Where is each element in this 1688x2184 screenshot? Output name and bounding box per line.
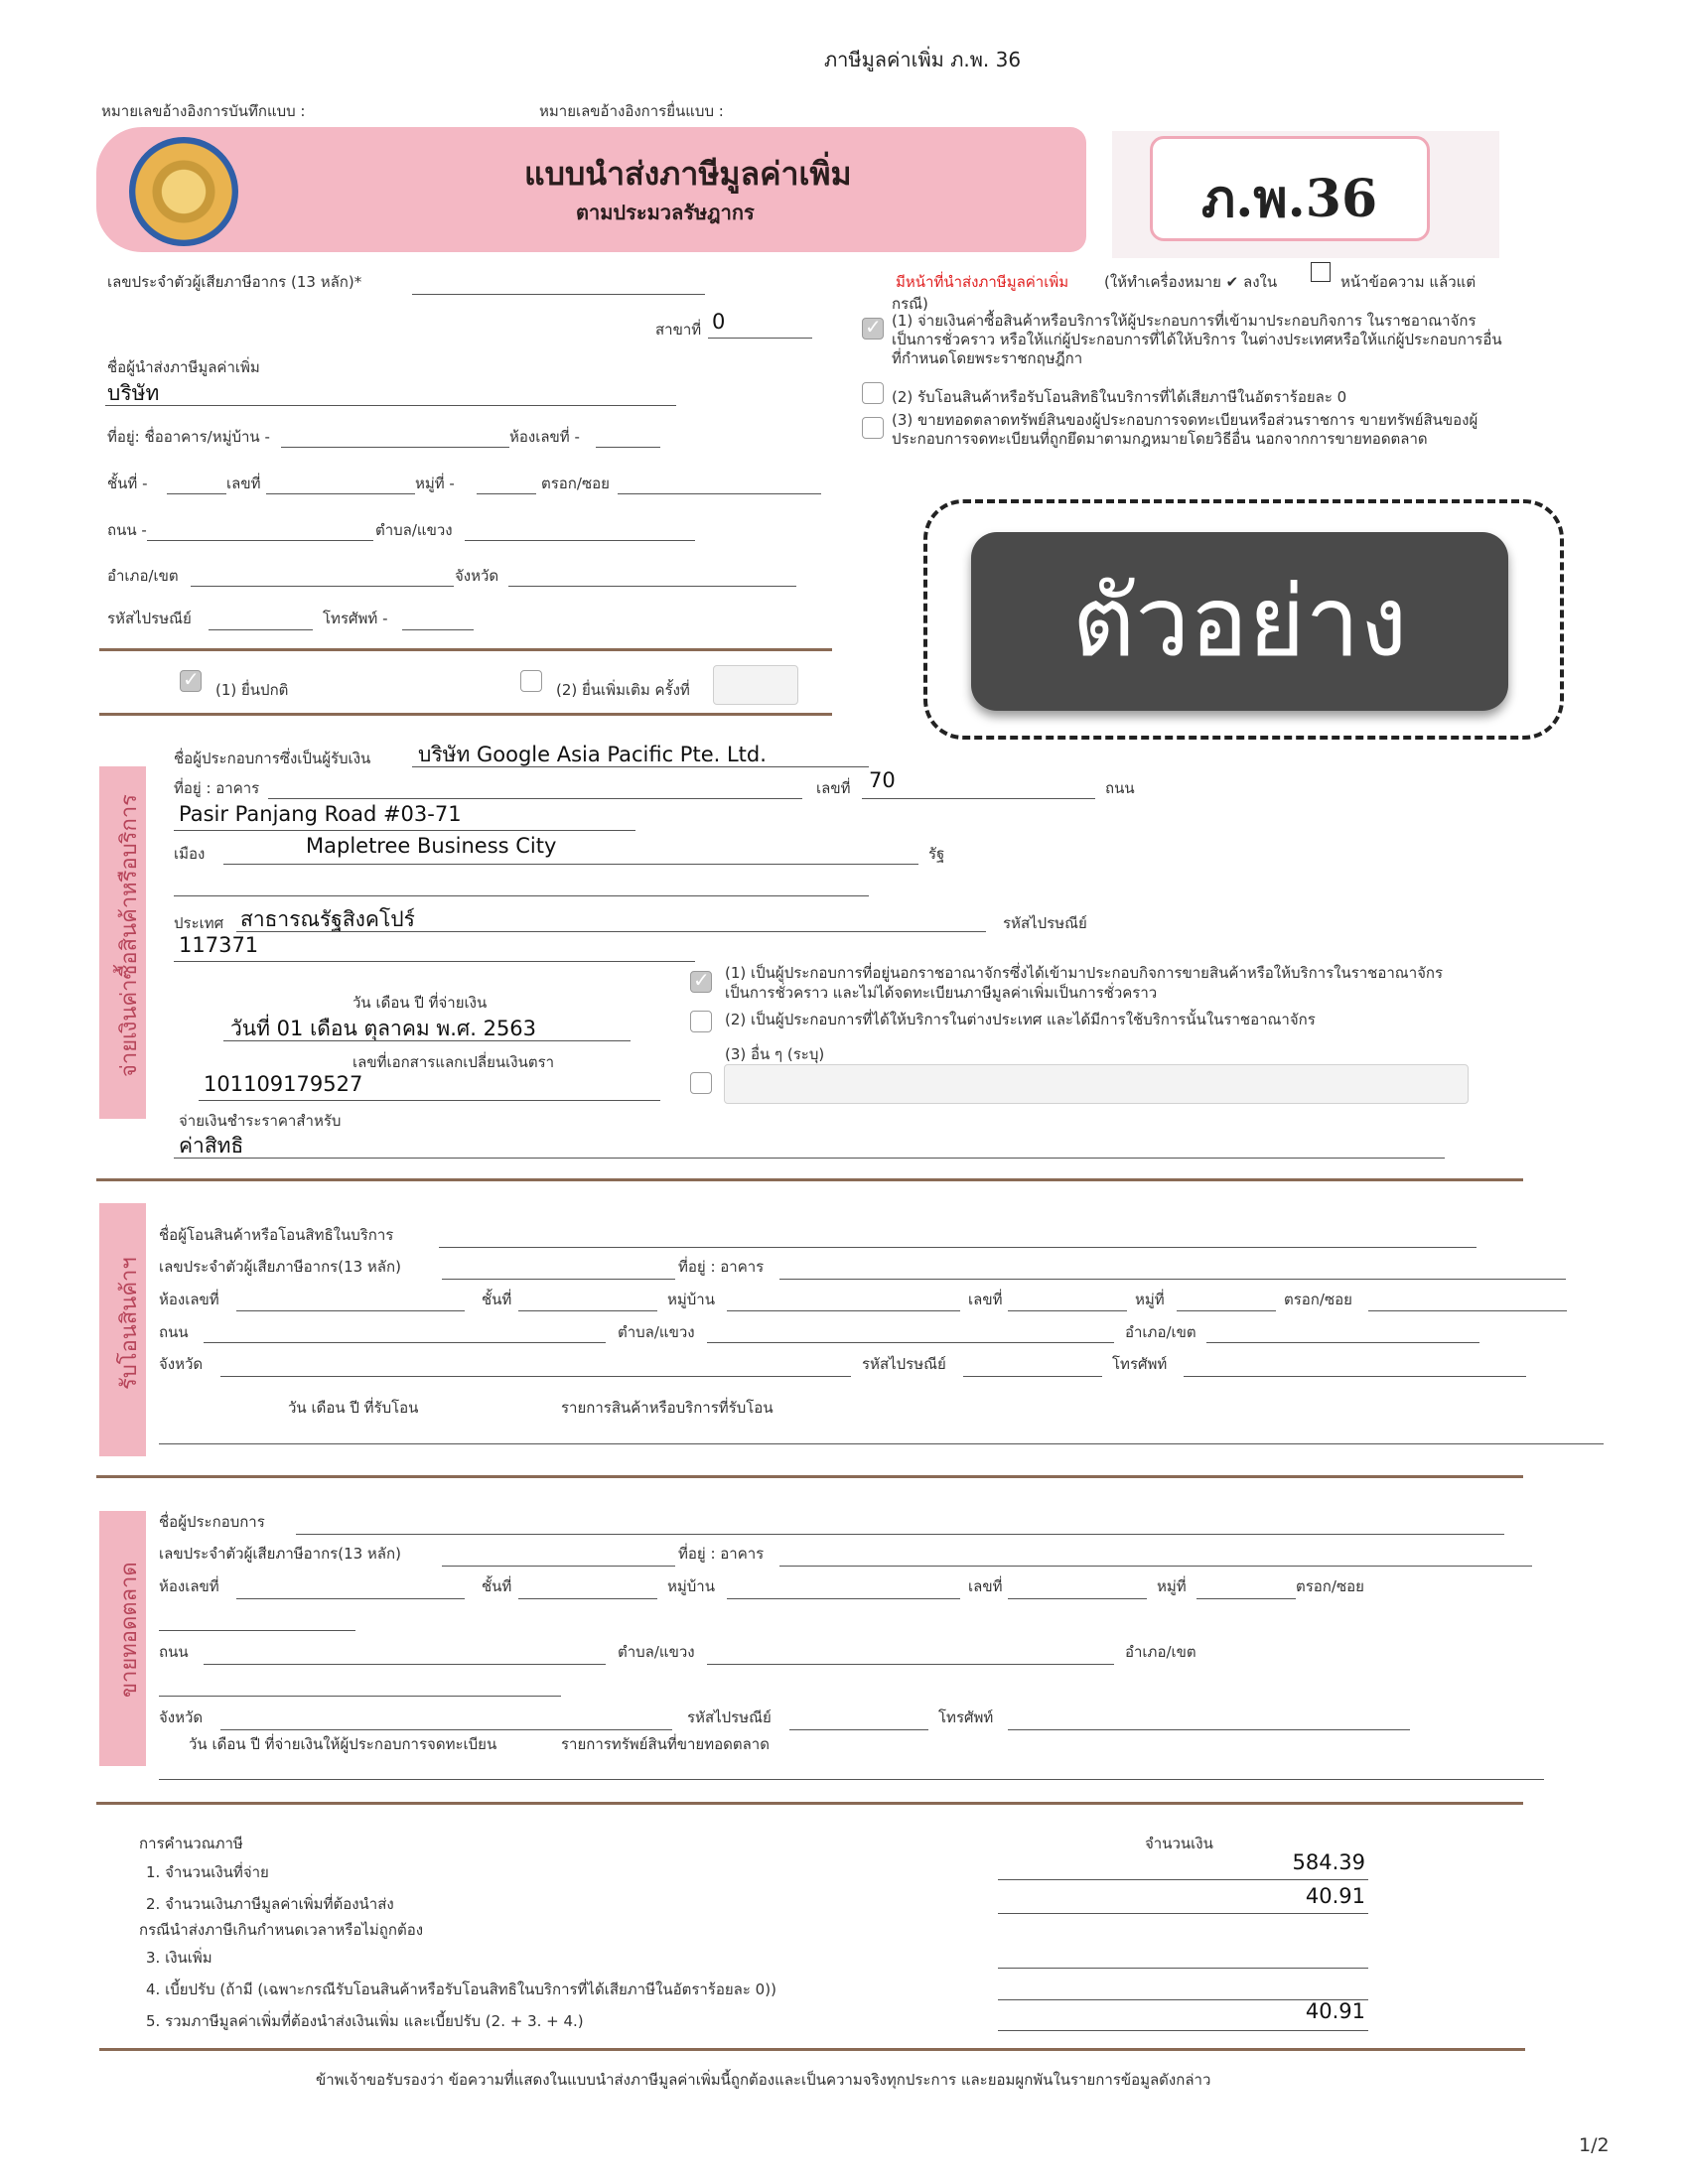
purpose-label: จ่ายเงินชำระราคาสำหรับ	[179, 1112, 342, 1130]
road-label: ถนน -	[107, 521, 147, 539]
payee-label: ชื่อผู้ประกอบการซึ่งเป็นผู้รับเงิน	[174, 750, 371, 767]
moo-field[interactable]	[477, 493, 536, 494]
transfer-room-label: ห้องเลขที่	[159, 1291, 219, 1308]
transfer-name-label: ชื่อผู้โอนสินค้าหรือโอนสิทธิในบริการ	[159, 1226, 394, 1244]
pay-building-field[interactable]	[268, 798, 802, 799]
auction-phone-label: โทรศัพท์	[938, 1708, 994, 1726]
calc-row2-label: 2. จำนวนเงินภาษีมูลค่าเพิ่มที่ต้องนำส่ง	[146, 1895, 394, 1913]
floor-field[interactable]	[167, 493, 226, 494]
transfer-phone-field[interactable]	[1184, 1376, 1526, 1377]
calc-row1-label: 1. จำนวนเงินที่จ่าย	[146, 1863, 269, 1881]
auction-items-label: รายการทรัพย์สินที่ขายทอดตลาด	[561, 1735, 770, 1753]
duty-option1-label: (1) จ่ายเงินค่าซื้อสินค้าหรือบริการให้ผู้ประกอบการที่เข้ามาประกอบกิจการ ในราชอาณาจักรเป็นการชั่วคราว หรือให้แก่ผู้ประกอบการที่ได้ให้บริการ ในต่างประเทศหรือให้แก่ผู้ประกอบการอื่นที่กำหนดโดยพระราชกฤษฎีกา	[892, 312, 1502, 367]
room-field[interactable]	[596, 447, 660, 448]
transfer-province-label: จังหวัด	[159, 1355, 204, 1373]
purpose-field	[174, 1158, 1445, 1159]
auction-date-label: วัน เดือน ปี ที่จ่ายเงินให้ผู้ประกอบการจดทะเบียน	[189, 1735, 497, 1753]
payment-opt2-checkbox[interactable]	[690, 1011, 712, 1032]
duty-option2-label: (2) รับโอนสินค้าหรือรับโอนสิทธิในบริการที่ได้เสียภาษีในอัตราร้อยละ 0	[892, 388, 1347, 406]
calc-row1-value[interactable]: 584.39	[1292, 1850, 1365, 1874]
auction-floor-field[interactable]	[518, 1598, 657, 1599]
pay-city-field	[223, 864, 918, 865]
auction-name-field[interactable]	[296, 1534, 1504, 1535]
duty-instruction-tail: หน้าข้อความ แล้วแต่	[1340, 273, 1477, 291]
auction-soi-label: ตรอก/ซอย	[1296, 1577, 1364, 1595]
pay-date-label: วัน เดือน ปี ที่จ่ายเงิน	[352, 994, 488, 1012]
fx-field	[199, 1100, 660, 1101]
transfer-subdistrict-label: ตำบล/แขวง	[618, 1323, 695, 1341]
pay-number-label: เลขที่	[816, 779, 851, 797]
pay-road-field	[174, 830, 635, 831]
auction-postal-label: รหัสไปรษณีย์	[687, 1708, 772, 1726]
divider	[96, 1475, 1523, 1478]
auction-building-field[interactable]	[779, 1566, 1532, 1567]
pay-road-value[interactable]: Pasir Panjang Road #03-71	[179, 802, 462, 826]
auction-number-field[interactable]	[1008, 1598, 1147, 1599]
payment-opt2-label: (2) เป็นผู้ประกอบการที่ได้ให้บริการในต่างประเทศ และได้มีการใช้บริการนั้นในราชอาณาจักร	[725, 1011, 1316, 1028]
pay-city-value[interactable]: Mapletree Business City	[306, 834, 557, 858]
form-code: ภ.พ.36	[1201, 169, 1378, 229]
purpose-value[interactable]: ค่าสิทธิ	[179, 1134, 244, 1158]
pay-postal-value[interactable]: 117371	[179, 933, 259, 957]
pay-state-field[interactable]	[174, 895, 869, 896]
auction-district-label: อำเภอ/เขต	[1125, 1643, 1196, 1661]
transfer-village-field[interactable]	[727, 1310, 960, 1311]
auction-village-label: หมู่บ้าน	[667, 1577, 715, 1595]
declaration: ข้าพเจ้าขอรับรองว่า ข้อความที่แสดงในแบบนำส่งภาษีมูลค่าเพิ่มนี้ถูกต้องและเป็นความจริงทุกประการ และยอมผูกพันในรายการข้อมูลดังกล่าว	[316, 2071, 1211, 2089]
transfer-room-field[interactable]	[236, 1310, 465, 1311]
normal-filing-checkbox[interactable]	[180, 670, 202, 692]
subdistrict-label: ตำบล/แขวง	[375, 521, 453, 539]
auction-building-label: ที่อยู่ : อาคาร	[678, 1545, 765, 1563]
auction-province-field[interactable]	[220, 1729, 672, 1730]
transfer-moo-field[interactable]	[1177, 1310, 1276, 1311]
pay-country-field	[236, 931, 986, 932]
auction-road-label: ถนน	[159, 1643, 189, 1661]
fx-value[interactable]: 101109179527	[204, 1072, 363, 1096]
transfer-building-field[interactable]	[779, 1279, 1566, 1280]
form-title: แบบนำส่งภาษีมูลค่าเพิ่ม	[524, 155, 852, 193]
transfer-province-field[interactable]	[220, 1376, 851, 1377]
transfer-road-field[interactable]	[204, 1342, 606, 1343]
transfer-items-label: รายการสินค้าหรือบริการที่รับโอน	[561, 1399, 774, 1417]
transfer-name-field[interactable]	[439, 1247, 1477, 1248]
branch-label: สาขาที่	[655, 321, 702, 339]
auction-district-field[interactable]	[159, 1696, 561, 1697]
auction-side-title: ขายทอดตลาด	[117, 1562, 142, 1698]
auction-moo-field[interactable]	[1196, 1598, 1296, 1599]
pay-country-value[interactable]: สาธารณรัฐสิงคโปร์	[240, 907, 415, 931]
divider	[96, 1178, 1523, 1181]
transfer-building-label: ที่อยู่ : อาคาร	[678, 1258, 765, 1276]
auction-village-field[interactable]	[727, 1598, 960, 1599]
subdistrict-field[interactable]	[465, 540, 695, 541]
calc-row2-value[interactable]: 40.91	[1305, 1884, 1365, 1908]
tax-id-field[interactable]	[412, 294, 705, 295]
auction-name-label: ชื่อผู้ประกอบการ	[159, 1513, 265, 1531]
transfer-items-field[interactable]	[159, 1443, 1604, 1444]
duty-instruction: (ให้ทำเครื่องหมาย ✔ ลงใน	[1104, 273, 1278, 291]
page-title: ภาษีมูลค่าเพิ่ม ภ.พ. 36	[824, 48, 1022, 71]
branch-field	[708, 338, 812, 339]
calc-row5-field	[998, 2030, 1368, 2031]
transfer-district-label: อำเภอ/เขต	[1125, 1323, 1196, 1341]
form-subtitle: ตามประมวลรัษฎากร	[576, 201, 755, 224]
divider	[99, 2048, 1525, 2051]
transfer-date-label: วัน เดือน ปี ที่รับโอน	[288, 1399, 419, 1417]
transfer-number-field[interactable]	[1008, 1310, 1127, 1311]
auction-road-field[interactable]	[204, 1664, 606, 1665]
duty-case-word: กรณี)	[892, 295, 928, 313]
calc-amount-header: จำนวนเงิน	[1145, 1835, 1213, 1852]
additional-filing-label: (2) ยื่นเพิ่มเติม ครั้งที่	[556, 681, 690, 699]
page-number: 1/2	[1579, 2134, 1610, 2156]
transfer-postal-label: รหัสไปรษณีย์	[862, 1355, 946, 1373]
watermark-badge	[971, 532, 1508, 711]
duty-option2-checkbox[interactable]	[862, 382, 884, 404]
payment-opt1-label: (1) เป็นผู้ประกอบการที่อยู่นอกราชอาณาจักรซึ่งได้เข้ามาประกอบกิจการขายสินค้าหรือให้บริการในราชอาณาจักรเป็นการชั่วคราว และไม่ได้จดทะเบียนภาษีมูลค่าเพิ่มเป็นการชั่วคราว	[725, 964, 1444, 1002]
pay-city-label: เมือง	[174, 845, 206, 863]
normal-filing-label: (1) ยื่นปกติ	[215, 681, 289, 699]
calc-row5-label: 5. รวมภาษีมูลค่าเพิ่มที่ต้องนำส่งเงินเพิ่ม และเบี้ยปรับ (2. + 3. + 4.)	[146, 2012, 584, 2030]
transfer-soi-label: ตรอก/ซอย	[1284, 1291, 1352, 1308]
fx-label: เลขที่เอกสารแลกเปลี่ยนเงินตรา	[352, 1053, 555, 1071]
auction-province-label: จังหวัด	[159, 1708, 204, 1726]
transfer-district-field[interactable]	[1206, 1342, 1479, 1343]
calc-row5-value[interactable]: 40.91	[1305, 1999, 1365, 2023]
calc-row2-field	[998, 1913, 1368, 1914]
floor-label: ชั้นที่ -	[107, 475, 148, 492]
payment-opt3-checkbox[interactable]	[690, 1072, 712, 1094]
auction-number-label: เลขที่	[968, 1577, 1003, 1595]
payment-opt1-checkbox[interactable]	[690, 971, 712, 993]
revenue-department-seal	[129, 137, 238, 246]
number-field[interactable]	[266, 493, 415, 494]
number-label: เลขที่	[226, 475, 261, 492]
auction-room-field[interactable]	[236, 1598, 465, 1599]
room-label: ห้องเลขที่ -	[509, 428, 580, 446]
auction-floor-label: ชั้นที่	[482, 1577, 512, 1595]
branch-value[interactable]: 0	[712, 310, 726, 334]
pay-date-field	[223, 1040, 631, 1041]
additional-filing-checkbox[interactable]	[520, 670, 542, 692]
watermark-text: ตัวอย่าง	[1071, 566, 1408, 679]
province-label: จังหวัด	[455, 567, 499, 585]
calc-row3-label: 3. เงินเพิ่ม	[146, 1949, 212, 1967]
checkbox-icon	[1311, 262, 1331, 282]
auction-phone-field[interactable]	[1008, 1729, 1410, 1730]
district-label: อำเภอ/เขต	[107, 567, 179, 585]
auction-tax-id-field[interactable]	[442, 1566, 675, 1567]
building-label: ที่อยู่: ชื่ออาคาร/หมู่บ้าน -	[107, 428, 270, 446]
duty-option3-checkbox[interactable]	[862, 417, 884, 439]
calc-row4-label: 4. เบี้ยปรับ (ถ้ามี (เฉพาะกรณีรับโอนสินค้าหรือรับโอนสิทธิในบริการที่ได้เสียภาษีในอัตราร้อยละ 0))	[146, 1980, 776, 1998]
pay-country-label: ประเทศ	[174, 914, 224, 932]
transfer-tax-id-label: เลขประจำตัวผู้เสียภาษีอากร(13 หลัก)	[159, 1258, 401, 1276]
duty-option3-label: (3) ขายทอดตลาดทรัพย์สินของผู้ประกอบการจดทะเบียนหรือส่วนราชการ ขายทรัพย์สินของผู้ประกอบการจดทะเบียนที่ถูกยึดมาตามกฎหมายโดยวิธีอื่น นอกจากการขายทอดตลาด	[892, 411, 1478, 448]
transfer-moo-label: หมู่ที่	[1135, 1291, 1165, 1308]
pay-number-value[interactable]: 70	[869, 768, 896, 792]
payee-value[interactable]: บริษัท Google Asia Pacific Pte. Ltd.	[418, 743, 767, 766]
transfer-floor-field[interactable]	[518, 1310, 657, 1311]
duty-title: มีหน้าที่นำส่งภาษีมูลค่าเพิ่ม	[896, 273, 1069, 291]
transfer-floor-label: ชั้นที่	[482, 1291, 512, 1308]
transfer-phone-label: โทรศัพท์	[1112, 1355, 1168, 1373]
pay-date-value[interactable]: วันที่ 01 เดือน ตุลาคม พ.ศ. 2563	[230, 1017, 537, 1040]
duty-option1-checkbox[interactable]	[862, 318, 884, 340]
pay-building-label: ที่อยู่ : อาคาร	[174, 779, 260, 797]
transfer-road-label: ถนน	[159, 1323, 189, 1341]
taxpayer-name-field	[105, 405, 676, 406]
ref-submit-label: หมายเลขอ้างอิงการยื่นแบบ :	[539, 102, 724, 120]
taxpayer-name-label: ชื่อผู้นำส่งภาษีมูลค่าเพิ่ม	[107, 358, 260, 376]
payment-opt3-input[interactable]	[724, 1064, 1469, 1104]
transfer-tax-id-field[interactable]	[442, 1279, 675, 1280]
ref-record-label: หมายเลขอ้างอิงการบันทึกแบบ :	[101, 102, 306, 120]
payment-side-title: จ่ายเงินค่าซื้อสินค้าหรือบริการ	[117, 794, 142, 1077]
soi-label: ตรอก/ซอย	[541, 475, 610, 492]
auction-subdistrict-field[interactable]	[707, 1664, 1114, 1665]
pay-postal-field	[174, 961, 695, 962]
phone-label: โทรศัพท์ -	[323, 610, 388, 627]
tax-id-label: เลขประจำตัวผู้เสียภาษีอากร (13 หลัก)*	[107, 273, 362, 291]
auction-tax-id-label: เลขประจำตัวผู้เสียภาษีอากร(13 หลัก)	[159, 1545, 401, 1563]
postal-field[interactable]	[209, 629, 313, 630]
postal-label: รหัสไปรษณีย์	[107, 610, 192, 627]
pay-road-label: ถนน	[1105, 779, 1135, 797]
auction-subdistrict-label: ตำบล/แขวง	[618, 1643, 695, 1661]
phone-field[interactable]	[402, 629, 474, 630]
pay-state-label: รัฐ	[928, 845, 945, 863]
auction-soi-field[interactable]	[159, 1630, 355, 1631]
filing-count-input[interactable]	[713, 665, 798, 705]
transfer-postal-field[interactable]	[963, 1376, 1102, 1377]
calc-row1-field	[998, 1879, 1368, 1880]
divider	[96, 1802, 1523, 1805]
calc-row3-field[interactable]	[998, 1968, 1368, 1969]
transfer-village-label: หมู่บ้าน	[667, 1291, 715, 1308]
transfer-number-label: เลขที่	[968, 1291, 1003, 1308]
transfer-soi-field[interactable]	[1368, 1310, 1567, 1311]
calc-title: การคำนวณภาษี	[139, 1835, 243, 1852]
building-field[interactable]	[281, 447, 509, 448]
pay-number-field	[862, 798, 1095, 799]
road-field[interactable]	[147, 540, 373, 541]
transfer-side-title: รับโอนสินค้าฯ	[117, 1257, 142, 1390]
payee-field	[412, 766, 869, 767]
taxpayer-name-value[interactable]: บริษัท	[107, 381, 160, 405]
province-field[interactable]	[508, 586, 796, 587]
divider	[99, 713, 832, 716]
auction-items-field[interactable]	[159, 1779, 1544, 1780]
auction-room-label: ห้องเลขที่	[159, 1577, 219, 1595]
auction-postal-field[interactable]	[789, 1729, 928, 1730]
calc-late-label: กรณีนำส่งภาษีเกินกำหนดเวลาหรือไม่ถูกต้อง	[139, 1921, 424, 1939]
soi-field[interactable]	[618, 493, 821, 494]
moo-label: หมู่ที่ -	[415, 475, 455, 492]
transfer-subdistrict-field[interactable]	[707, 1342, 1114, 1343]
auction-moo-label: หมู่ที่	[1157, 1577, 1187, 1595]
divider	[99, 648, 832, 651]
pay-postal-label: รหัสไปรษณีย์	[1003, 914, 1087, 932]
payment-opt3-label: (3) อื่น ๆ (ระบุ)	[725, 1045, 825, 1063]
district-field[interactable]	[191, 586, 454, 587]
